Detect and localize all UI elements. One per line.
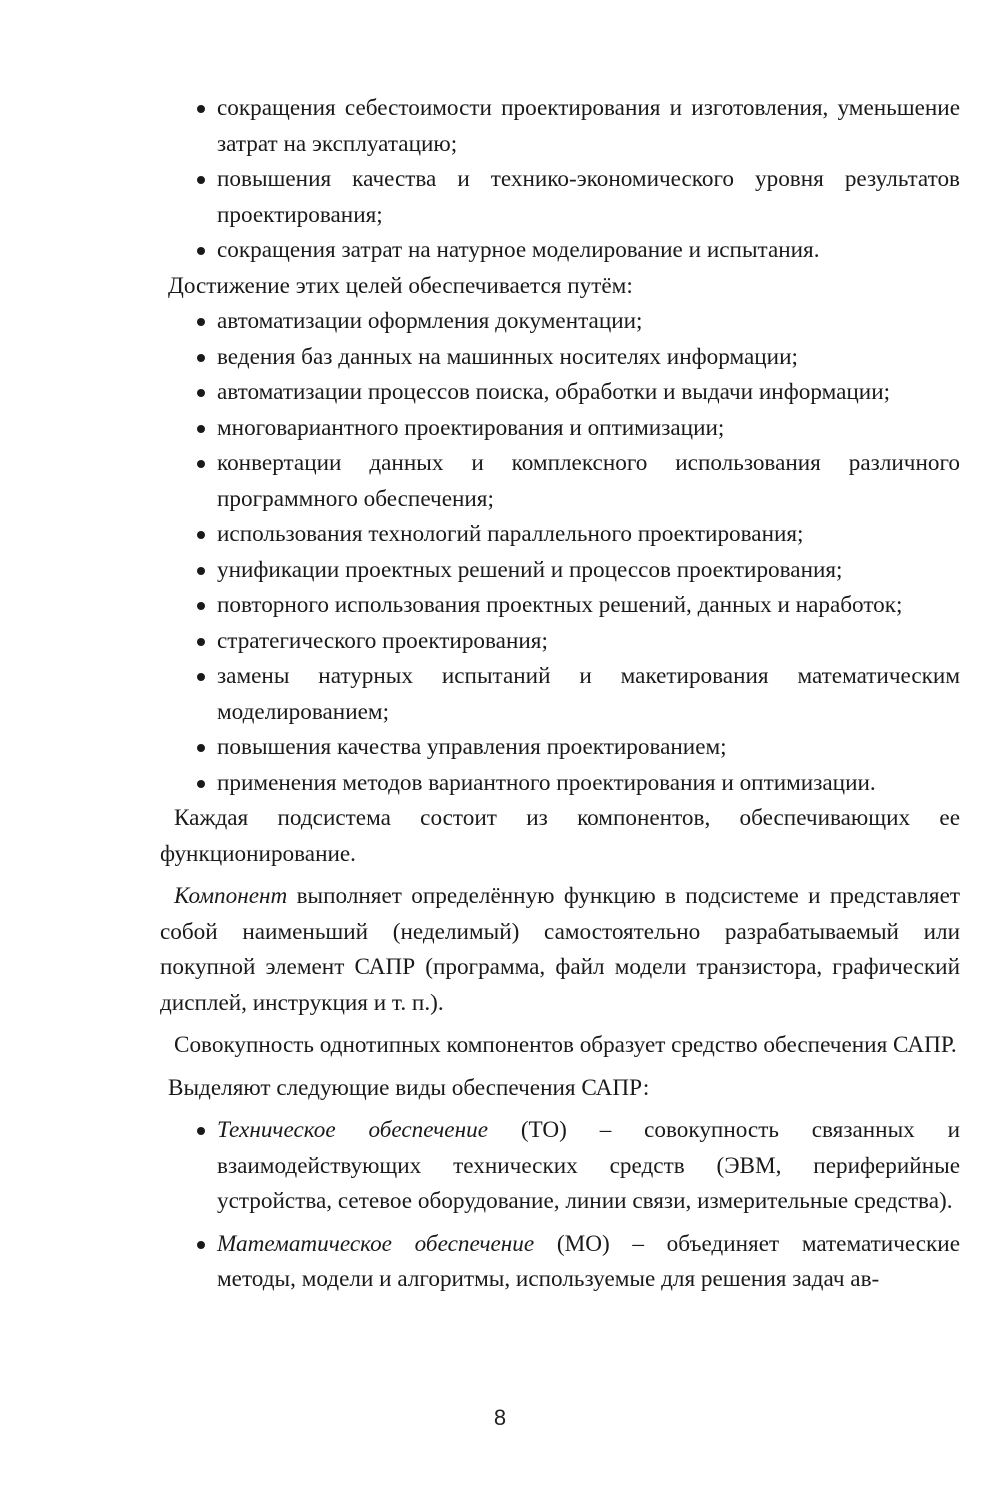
list-item: конвертации данных и комплексного использования различного программного обеспечения; bbox=[0, 446, 1000, 517]
list-item: замены натурных испытаний и макетирования математическим моделированием; bbox=[0, 659, 1000, 730]
list-item: ведения баз данных на машинных носителях информации; bbox=[0, 340, 1000, 376]
component-term: Компонент bbox=[174, 883, 288, 909]
type-term: Математическое обеспечение bbox=[217, 1230, 535, 1257]
types-intro: Выделяют следующие виды обеспечения САПР: bbox=[168, 1074, 650, 1101]
means-paragraph: Совокупность однотипных компонентов образует средство обеспечения САПР. bbox=[174, 1032, 957, 1058]
list-item: повышения качества и технико-экономического уровня результатов проектирования; bbox=[0, 162, 1000, 233]
list-item: автоматизации процессов поиска, обработки и выдачи информации; bbox=[0, 375, 1000, 411]
list-item: использования технологий параллельного проектирования; bbox=[0, 517, 1000, 553]
page-number: 8 bbox=[493, 1405, 507, 1430]
type-text: (ТО) – совокупность связанных и взаимодействующих технических средств (ЭВМ, периферийные устройства, сетевое оборудование, линии связи, измерительные средства). bbox=[217, 1117, 960, 1214]
type-term: Техническое обеспечение bbox=[217, 1117, 488, 1143]
subsystem-paragraph: Каждая подсистема состоит из компонентов, обеспечивающих ее функционирование. bbox=[160, 805, 960, 867]
list-item: стратегического проектирования; bbox=[0, 624, 1000, 660]
list-item: сокращения затрат на натурное моделирование и испытания. bbox=[0, 233, 1000, 269]
component-paragraph bbox=[0, 879, 1000, 1021]
list-item: сокращения себестоимости проектирования и изготовления, уменьшение затрат на эксплуатацию; bbox=[0, 91, 1000, 162]
list-item: автоматизации оформления документации; bbox=[0, 304, 1000, 340]
methods-list bbox=[0, 304, 1000, 801]
list-item bbox=[0, 1113, 1000, 1220]
list-item: повышения качества управления проектированием; bbox=[0, 730, 1000, 766]
support-types-list bbox=[0, 1113, 1000, 1298]
component-text: выполняет определённую функцию в подсистеме и представляет собой наименьший (неделимый) самостоятельно разрабатываемый или покупной элемент САПР (программа, файл модели транзистора, графический дисплей, инструкция и т. п.). bbox=[160, 883, 960, 1016]
goals-intro: Достижение этих целей обеспечивается путём: bbox=[168, 272, 633, 299]
list-item: многовариантного проектирования и оптимизации; bbox=[0, 411, 1000, 447]
list-item bbox=[0, 1227, 1000, 1298]
cost-goals-list bbox=[0, 91, 1000, 269]
list-item: повторного использования проектных решений, данных и наработок; bbox=[0, 588, 1000, 624]
type-text: (МО) – объединяет математические методы, модели и алгоритмы, используемые для решения задач ав- bbox=[217, 1230, 960, 1292]
list-item: унификации проектных решений и процессов проектирования; bbox=[0, 553, 1000, 589]
list-item: применения методов вариантного проектирования и оптимизации. bbox=[0, 766, 1000, 802]
